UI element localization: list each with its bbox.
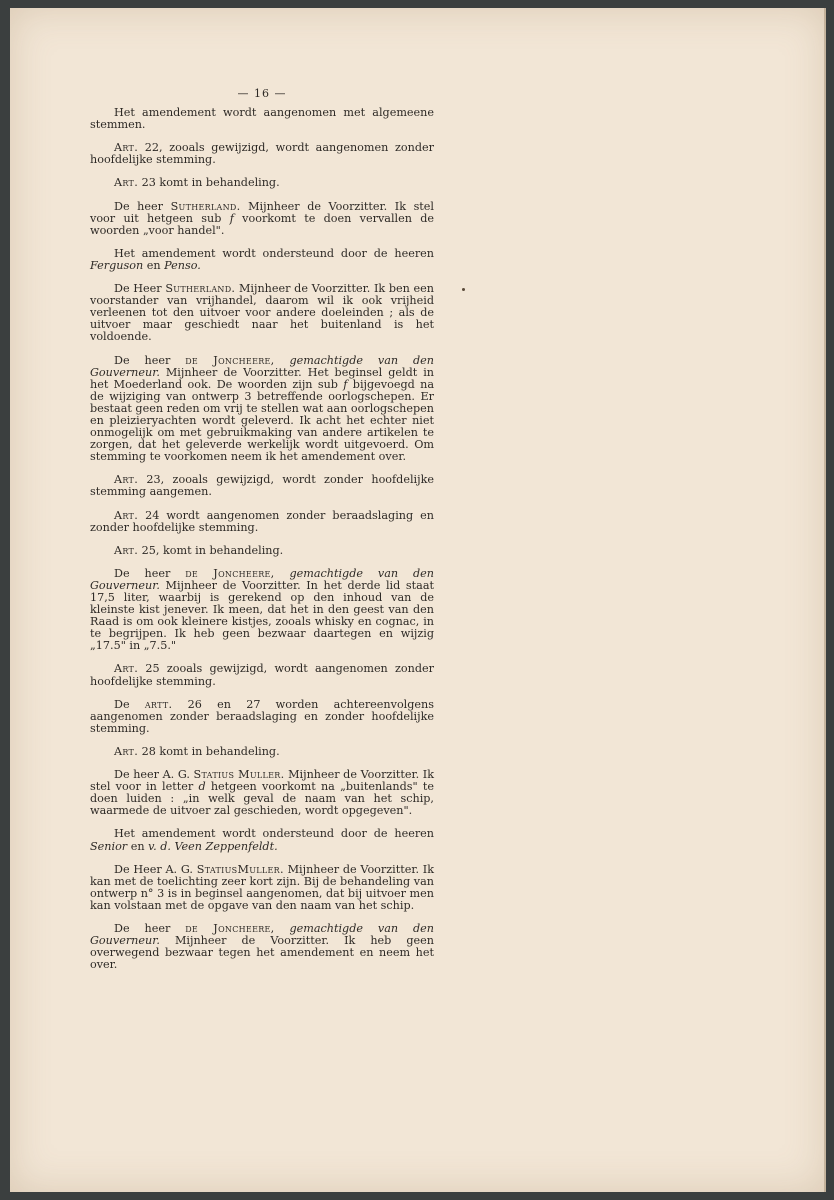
text-segment: Sutherland. xyxy=(165,282,236,296)
text-segment: Art. xyxy=(114,141,139,155)
text-segment: voorkomt te doen vervallen de woorden „voor handel". xyxy=(90,211,435,237)
text-segment: Het amendement wordt ondersteund door de heeren xyxy=(114,246,434,260)
text-segment: De heer xyxy=(114,199,171,213)
text-segment xyxy=(275,922,290,935)
paragraph-p2 xyxy=(90,142,434,166)
text-segment xyxy=(275,354,290,367)
text-segment: Ferguson xyxy=(90,258,144,272)
text-segment: Het amendement wordt ondersteund door de heeren xyxy=(114,827,434,841)
text-segment: De heer xyxy=(114,921,186,935)
text-segment: 28 komt in behandeling. xyxy=(138,744,280,758)
text-segment: de Joncheere, xyxy=(185,921,275,935)
paragraph-p17 xyxy=(90,864,434,912)
paragraph-p9 xyxy=(90,510,434,534)
paragraph-list xyxy=(90,107,434,971)
text-segment: 25, komt in behandeling. xyxy=(138,543,284,557)
paragraph-p12 xyxy=(90,663,434,687)
text-segment: Mijnheer de Voorzitter. Het beginsel geldt in het Moederland ook. De woorden zijn sub xyxy=(90,365,434,391)
paragraph-p4 xyxy=(90,201,434,237)
text-segment: Art. xyxy=(114,176,139,190)
paragraph-p8 xyxy=(90,474,434,498)
text-segment: De heer xyxy=(114,566,186,580)
text-segment: gemachtigde van den Gouverneur. xyxy=(90,921,435,948)
text-segment: en xyxy=(143,258,165,272)
text-segment: de Joncheere, xyxy=(185,353,275,367)
text-segment: Penso. xyxy=(164,258,201,272)
paragraph-p5 xyxy=(90,248,434,272)
text-segment: Mijnheer de Voorzitter. Ik stel voor in letter xyxy=(90,768,434,794)
text-segment xyxy=(275,567,290,580)
text-segment: artt. xyxy=(144,697,173,711)
paragraph-p14 xyxy=(90,746,434,758)
text-segment: Mijnheer de Voorzitter. Ik ben een voorstander van vrijhandel, daarom wil ik ook vrijheid verleenen tot den uitvoer voor andere doeleinden ; als de uitvoer maar geschiedt naar het buitenland is het voldoende. xyxy=(90,282,434,344)
text-segment: Art. xyxy=(114,543,139,557)
text-column xyxy=(90,88,434,982)
text-segment: v. d. Veen Zeppenfeldt. xyxy=(148,839,278,853)
text-segment: Senior xyxy=(90,839,128,853)
text-segment: 26 en 27 worden achtereenvolgens aangenomen zonder beraadslaging en zonder hoofdelijke stemming. xyxy=(90,697,434,735)
paragraph-p16 xyxy=(90,828,434,852)
text-segment: Sutherland. xyxy=(170,199,241,213)
text-segment: f xyxy=(229,211,234,225)
text-segment: Statius Muller. xyxy=(193,768,285,782)
text-segment: Mijnheer de Voorzitter. In het derde lid staat 17,5 liter, waarbij is gerekend op den inhoud van de kleinste kist jenever. Ik meen, dat het in den geest van den Raad is om ook kleinere kistjes, zooals whisky en cognac, in te begrijpen. Ik heb geen bezwaar daartegen en wijzig „17.5" in „7.5." xyxy=(90,578,434,653)
text-segment: De heer A. G. xyxy=(114,768,194,782)
text-segment: 22, zooals gewijzigd, wordt aangenomen zonder hoofdelijke stemming. xyxy=(90,141,434,167)
text-segment: De heer xyxy=(114,353,186,367)
text-segment: gemachtigde van den Gouverneur. xyxy=(90,353,435,379)
text-segment: Het amendement wordt aangenomen met algemeene stemmen. xyxy=(90,106,434,132)
paragraph-p1 xyxy=(90,107,434,131)
text-segment: Art. xyxy=(114,662,139,676)
text-segment: StatiusMuller. xyxy=(196,862,284,876)
text-segment: Art. xyxy=(114,508,139,522)
paragraph-p7 xyxy=(90,355,434,464)
text-segment: bijgevoegd na de wijziging van ontwerp 3 betreffende oorlogschepen. Er bestaat geen reden om vrij te stellen wat aan oorlogschepen en pleizieryachten wordt geleverd. Ik acht het echter niet onmogelijk om met gebruikmaking van andere artikelen te zorgen, dat het geleverde werkelijk wordt uitgevoerd. Om stemming te voorkomen neem ik het amendement over. xyxy=(90,377,434,464)
paper-sheet xyxy=(10,8,826,1192)
text-segment: 24 wordt aangenomen zonder beraadslaging en zonder hoofdelijke stemming. xyxy=(90,508,434,534)
paragraph-p3 xyxy=(90,177,434,189)
paragraph-p18 xyxy=(90,923,434,971)
text-segment: De Heer A. G. xyxy=(114,862,197,876)
paragraph-p6 xyxy=(90,283,434,343)
text-segment: 23 komt in behandeling. xyxy=(138,176,280,190)
text-segment: Mijnheer de Voorzitter. Ik kan met de toelichting zeer kort zijn. Bij de behandeling van ontwerp n° 3 is in beginsel aangenomen, dat bij uitvoer men kan volstaan met de opgave van den naam van het schip. xyxy=(90,862,434,912)
paragraph-p13 xyxy=(90,699,434,735)
text-segment: Mijnheer de Voorzitter. Ik stel voor uit hetgeen sub xyxy=(90,199,434,225)
text-segment: f xyxy=(343,377,348,391)
text-segment: gemachtigde van den Gouverneur. xyxy=(90,566,435,592)
text-segment: Mijnheer de Voorzitter. Ik heb geen overwegend bezwaar tegen het amendement en neem het over. xyxy=(90,934,434,972)
text-segment: de Joncheere, xyxy=(185,566,275,580)
text-segment: De xyxy=(114,697,145,711)
text-segment: en xyxy=(127,839,149,853)
paragraph-p15 xyxy=(90,769,434,817)
paragraph-p11 xyxy=(90,568,434,653)
paragraph-p10 xyxy=(90,545,434,557)
text-segment: d xyxy=(198,780,206,794)
text-segment: Art. xyxy=(114,473,139,487)
text-segment: De Heer xyxy=(114,282,166,296)
text-segment: 23, zooals gewijzigd, wordt zonder hoofdelijke stemming aangemen. xyxy=(90,473,434,499)
text-segment: Art. xyxy=(114,744,139,758)
text-segment: 25 zooals gewijzigd, wordt aangenomen zonder hoofdelijke stemming. xyxy=(90,662,434,688)
text-segment: hetgeen voorkomt na „buitenlands" te doen luiden : „in welk geval de naam van het schip, waarmede de uitvoer zal geschieden, wordt opgegeven". xyxy=(90,780,434,818)
page-number: — 16 — xyxy=(237,87,287,100)
